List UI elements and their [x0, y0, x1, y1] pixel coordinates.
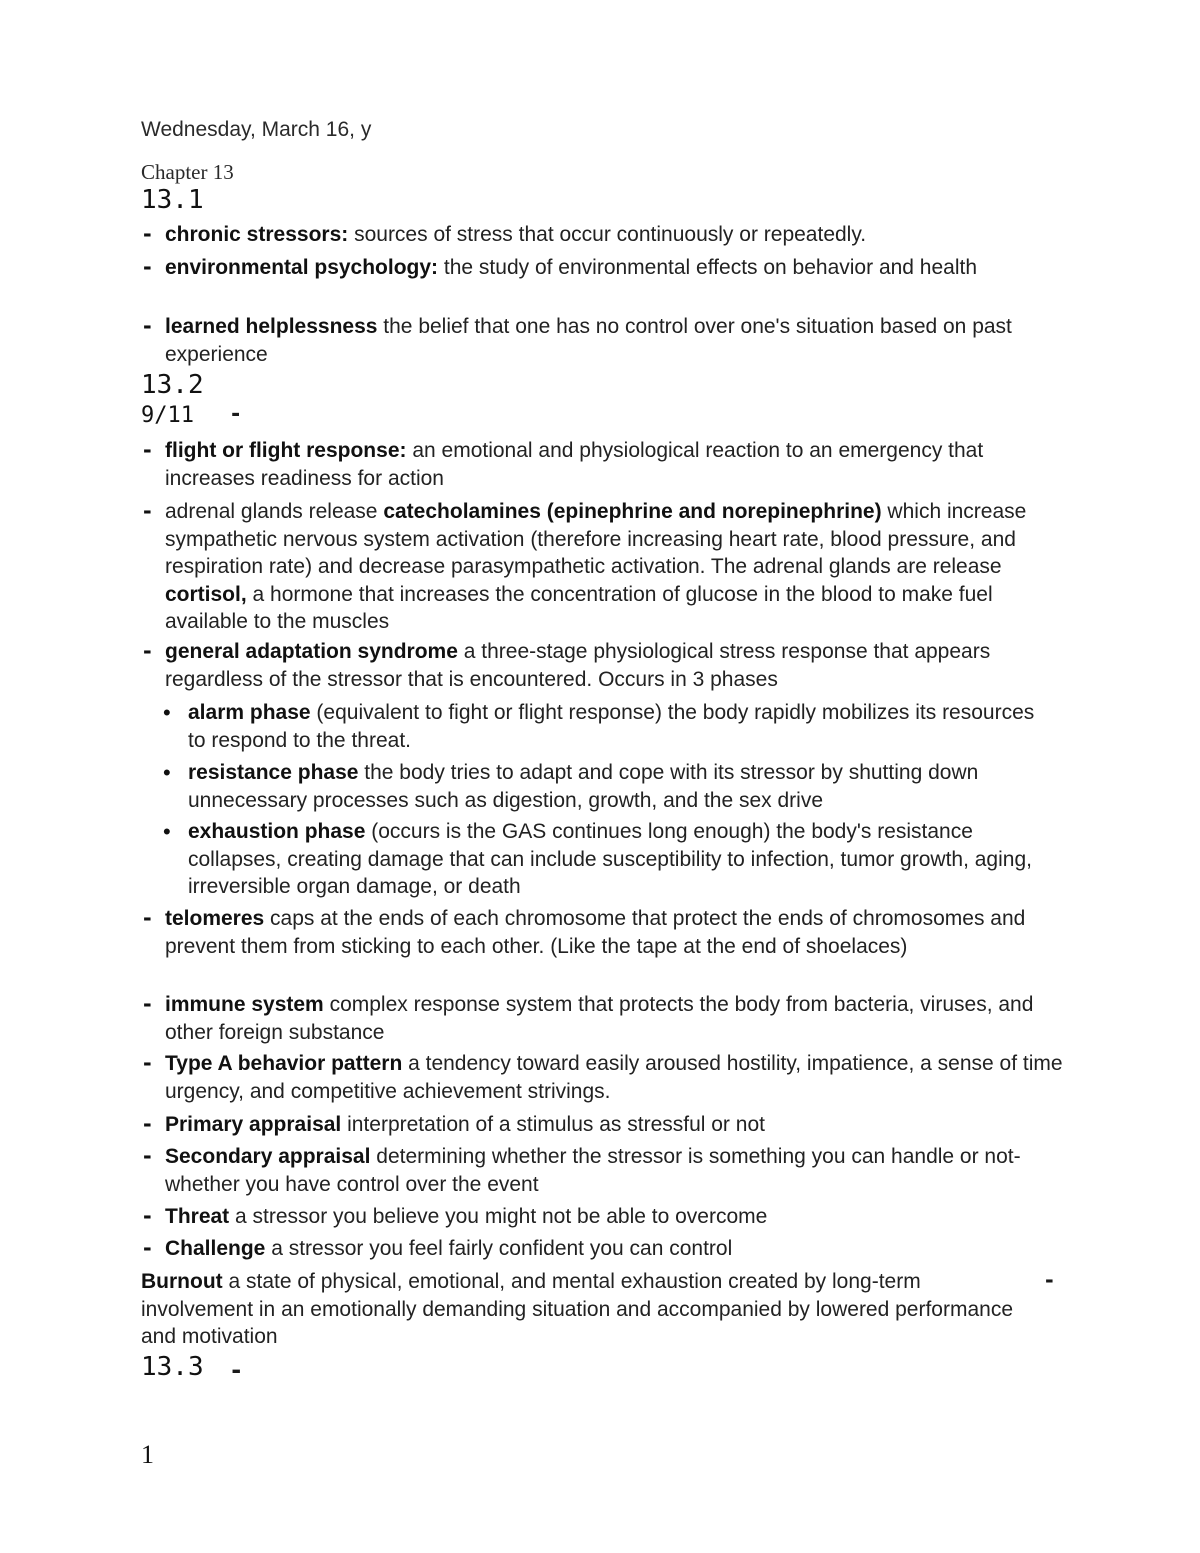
definition: a state of physical, emotional, and mental exhaustion created by long-term involvement in an emotionally demanding situation and accompanied by lowered performance and motivation: [141, 1270, 1014, 1348]
dash-bullet: -: [141, 1204, 154, 1228]
term: Secondary appraisal: [165, 1145, 371, 1168]
dash-bullet: -: [229, 1356, 244, 1384]
list-item-flight-response: [141, 437, 1065, 492]
round-bullet: •: [163, 700, 171, 725]
term: general adaptation syndrome: [165, 640, 458, 663]
list-item-adrenal-glands: [141, 498, 1065, 636]
dash-bullet: -: [141, 222, 154, 246]
text-tail: a hormone that increases the concentration of glucose in the blood to make fuel available to the muscles: [165, 582, 993, 633]
dash-bullet: -: [141, 906, 154, 930]
chapter-heading: Chapter 13: [141, 160, 234, 184]
dash-bullet: -: [141, 1112, 154, 1136]
term: Type A behavior pattern: [165, 1052, 403, 1075]
text-lead: adrenal glands release: [165, 500, 384, 523]
dash-bullet: -: [1043, 1268, 1056, 1292]
list-item-alarm-phase: [163, 699, 1048, 754]
list-item-general-adaptation-syndrome: [141, 638, 1065, 693]
term: Threat: [165, 1205, 230, 1228]
term: Burnout: [141, 1270, 223, 1293]
definition: (occurs is the GAS continues long enough) the body's resistance collapses, creating damage that can include susceptibility to infection, tumor growth, aging, irreversible organ damage, or death: [188, 820, 1032, 898]
burnout-paragraph: [141, 1268, 1021, 1351]
list-item-type-a-behavior: [141, 1050, 1065, 1105]
definition: a tendency toward easily aroused hostility, impatience, a sense of time urgency, and competitive achievement strivings.: [165, 1052, 1063, 1103]
page-number: 1: [141, 1440, 154, 1469]
list-item-chronic-stressors: [141, 221, 1065, 249]
date-heading: Wednesday, March 16, y: [141, 118, 372, 141]
section-13-2-heading: 13.2: [141, 370, 204, 400]
list-item-secondary-appraisal: [141, 1143, 1065, 1198]
dash-bullet: -: [141, 639, 154, 663]
definition: a stressor you feel fairly confident you can control: [265, 1237, 733, 1260]
term: environmental psychology:: [165, 256, 439, 279]
definition: the body tries to adapt and cope with its stressor by shutting down unnecessary processes such as digestion, growth, and the sex drive: [188, 761, 979, 812]
dash-bullet: -: [141, 1051, 154, 1075]
list-item-learned-helplessness: [141, 313, 1065, 368]
definition: the belief that one has no control over one's situation based on past experience: [165, 315, 1012, 366]
dash-bullet: -: [141, 1236, 154, 1260]
list-item-telomeres: [141, 905, 1065, 960]
round-bullet: •: [163, 760, 171, 785]
definition: the study of environmental effects on behavior and health: [438, 256, 978, 279]
subheading-9-11: 9/11: [141, 403, 194, 428]
term: chronic stressors:: [165, 223, 349, 246]
term: telomeres: [165, 907, 265, 930]
text-mid: which increase sympathetic nervous system activation (therefore increasing heart rate, blood pressure, and respiration rate) and decrease parasympathetic activation. The adrenal glands are release: [165, 500, 1027, 578]
term: alarm phase: [188, 701, 311, 724]
term-cortisol: cortisol,: [165, 582, 247, 606]
list-item-immune-system: [141, 991, 1065, 1046]
dash-bullet: -: [141, 438, 154, 462]
term: resistance phase: [188, 761, 359, 784]
list-item-resistance-phase: [163, 759, 1048, 814]
list-item-environmental-psychology: [141, 254, 1065, 282]
term: Primary appraisal: [165, 1113, 342, 1136]
section-13-3-heading: 13.3: [141, 1352, 204, 1382]
term: flight or flight response:: [165, 439, 407, 462]
definition: determining whether the stressor is something you can handle or not-whether you have control over the event: [165, 1145, 1021, 1196]
dash-bullet: -: [141, 499, 154, 523]
term: catecholamines (epinephrine and norepinephrine): [383, 500, 882, 523]
term: immune system: [165, 993, 324, 1016]
term: exhaustion phase: [188, 820, 366, 843]
dash-bullet: -: [141, 255, 154, 279]
dash-bullet: -: [141, 314, 154, 338]
term: learned helplessness: [165, 315, 378, 338]
dash-bullet: -: [141, 1144, 154, 1168]
term: Challenge: [165, 1237, 266, 1260]
list-item-threat: [141, 1203, 1065, 1231]
dash-bullet: -: [141, 992, 154, 1016]
list-item-primary-appraisal: [141, 1111, 1065, 1139]
round-bullet: •: [163, 819, 171, 844]
definition: a stressor you believe you might not be able to overcome: [229, 1205, 768, 1228]
section-13-1-heading: 13.1: [141, 185, 204, 215]
definition: an emotional and physiological reaction to an emergency that increases readiness for action: [165, 439, 984, 490]
list-item-challenge: [141, 1235, 1065, 1263]
dash-bullet: -: [229, 402, 243, 427]
definition: interpretation of a stimulus as stressful or not: [341, 1113, 765, 1136]
definition: sources of stress that occur continuously or repeatedly.: [348, 223, 867, 246]
definition: caps at the ends of each chromosome that protect the ends of chromosomes and prevent them from sticking to each other. (Like the tape at the end of shoelaces): [165, 907, 1026, 958]
definition: complex response system that protects the body from bacteria, viruses, and other foreign substance: [165, 993, 1034, 1044]
definition: (equivalent to fight or flight response) the body rapidly mobilizes its resources to respond to the threat.: [188, 701, 1035, 752]
list-item-exhaustion-phase: [163, 818, 1048, 901]
definition: a three-stage physiological stress response that appears regardless of the stressor that is encountered. Occurs in 3 phases: [165, 640, 991, 691]
